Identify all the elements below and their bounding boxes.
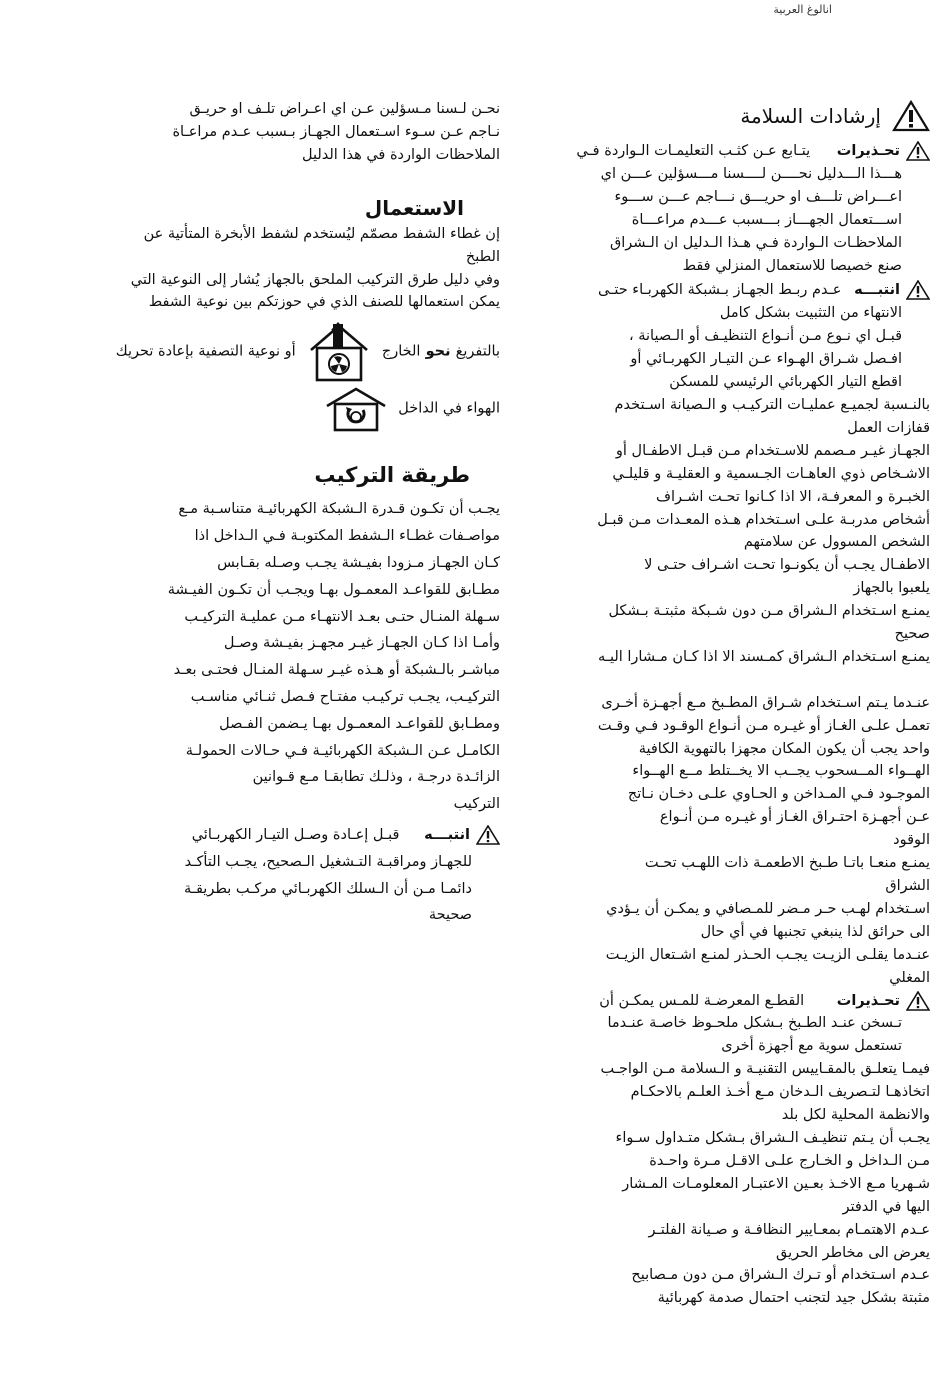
text-line: يمنـع اسـتخدام الـشراق مـن دون شـبكة مثبتـة بـشكل bbox=[608, 603, 930, 620]
install-paragraph bbox=[118, 496, 500, 818]
recirculation-icon bbox=[323, 386, 389, 432]
text-line: صحيح bbox=[894, 626, 930, 643]
paragraph bbox=[535, 394, 930, 440]
text-line: الموجـود فـي المـداخن و الحـاوي علـى دخـان نـاتج bbox=[627, 786, 930, 803]
paragraph bbox=[535, 1264, 930, 1310]
paragraph bbox=[535, 944, 930, 990]
paragraph bbox=[535, 1058, 930, 1127]
text-line: كـان الجهـاز مـزودا بفيـشة يجـب وصـله بقـابس bbox=[217, 554, 500, 571]
text-line: الجهـاز غيـر مـصمم للاسـتخدام مـن قبـل الاطفـال أو bbox=[615, 442, 930, 459]
text-line: مباشـر بالـشبكة أو هـذه غيـر سـهلة المنـال فحتـى بعـد bbox=[173, 662, 500, 679]
text-line: يتـابع عـن كثـب التعليمـات الـواردة فـي bbox=[576, 143, 811, 159]
paragraph bbox=[535, 1127, 930, 1219]
warning-triangle-icon bbox=[906, 280, 930, 300]
text-line: الكامـل عـن الـشبكة الكهربائيـة فـي حـالات الحمولـة bbox=[185, 742, 500, 759]
text-line: الانتهاء من التثبيت بشكل كامل bbox=[719, 305, 902, 322]
text-line: يجـب أن يـتم تنظيـف الـشراق بـشكل متـداول سـواء bbox=[615, 1129, 930, 1146]
text-line: مـن الـداخل و الخـارج علـى الاقـل مـرة واحـدة bbox=[649, 1152, 930, 1169]
warning-block-2 bbox=[535, 279, 930, 394]
text-line: تستعمل سوية مع أجهزة أخرى bbox=[721, 1038, 902, 1055]
warning-label: تحـذيرات bbox=[836, 143, 900, 159]
text-line: وأمـا اذا كـان الجهـاز غيـر مجهـز بفيـشة وصـل bbox=[223, 635, 500, 652]
text-line: مواصـفات غطـاء الـشفط المكتوبـة فـي الـداخل اذا bbox=[194, 528, 500, 545]
warning-label: انتبـــه bbox=[424, 826, 470, 843]
text-line: اسـتخدام لهـب حـر مـضر للمـصافي و يمكـن أن يـؤدي bbox=[606, 900, 930, 917]
safety-paragraphs bbox=[535, 394, 930, 990]
paragraph bbox=[535, 898, 930, 944]
text-line: المغلي bbox=[889, 969, 930, 986]
warning-triangle-icon bbox=[476, 825, 500, 845]
text-line: قبـل اي نـوع مـن أنـواع التنظيـف أو الـصيانة ، bbox=[628, 328, 902, 345]
text-line: يمنـع اسـتخدام الـشراق كمـسند الا اذا كـان مـشارا اليـه bbox=[597, 648, 930, 665]
text-line: الشراق bbox=[885, 878, 930, 894]
text-line: صحيحة bbox=[428, 907, 472, 924]
text-line: تعمـل علـى الغـاز أو غيـره مـن أنـواع الوقـود فـي وقـت bbox=[597, 717, 930, 734]
usage-inside-row bbox=[118, 386, 500, 432]
text-line: يمكن استعمالها للصنف الذي في حوزتكم بين نوعية الشفط bbox=[148, 294, 500, 311]
usage-paragraph bbox=[118, 223, 500, 315]
text-line: يلعبوا بالجهاز bbox=[853, 580, 930, 597]
text-line: عـدم اسـتخدام أو تـرك الـشراق مـن دون مـصابيح bbox=[631, 1267, 930, 1284]
text-line: قفازات العمل bbox=[847, 419, 930, 436]
page-header-label: انالوغ العربية bbox=[773, 3, 832, 16]
install-warning bbox=[118, 822, 500, 929]
warning-block-3 bbox=[535, 990, 930, 1059]
install-heading: طريقة التركيب bbox=[314, 463, 470, 488]
warning-label: انتبـــه bbox=[854, 282, 900, 299]
text-line: الملاحظـات الـواردة فـي هـذا الـدليل ان الـشراق bbox=[609, 234, 902, 251]
warning-label: تحـذيرات bbox=[836, 992, 900, 1009]
safety-column bbox=[535, 100, 930, 1310]
text-line: سـهلة المنـال حتـى بعـد الانتهـاء مـن عمليـة التركيـب bbox=[184, 608, 500, 625]
duct-out-icon bbox=[307, 322, 371, 382]
text-line: دائمـا مـن أن الـسلك الكهربـائي مركـب بطريقـة bbox=[183, 880, 472, 897]
text-line: يعرض الى مخاطر الحريق bbox=[776, 1244, 930, 1261]
text-line: اعـــراض تلـــف او حريـــق نـــاجم عـــن ســـوء bbox=[614, 188, 902, 205]
text-line: عنـدما يقلـى الزيـت يجـب الحـذر لمنـع اشـتعال الزيـت bbox=[605, 946, 930, 963]
text-line: التركيـب، يجـب تركيـب مفتـاح فـصل ثنـائي مناسـب bbox=[190, 688, 500, 705]
warning-triangle-icon bbox=[906, 141, 930, 161]
paragraph bbox=[535, 600, 930, 646]
paragraph bbox=[535, 1219, 930, 1265]
text-line: افـصل شـراق الهـواء عـن التيـار الكهربـائي أو bbox=[630, 351, 902, 368]
text-line: عنـدما يـتم اسـتخدام شـراق المطـبخ مـع أجهـزة أخـرى bbox=[601, 694, 930, 711]
paragraph bbox=[535, 852, 930, 898]
intro-paragraph bbox=[118, 98, 500, 167]
text-line: أشخاص مدربـة علـى اسـتخدام هـذه المعـدات مـن قبـل bbox=[597, 511, 930, 528]
text-line: عـن أجهـزة احتـراق الغـاز أو غيـره مـن أنـواع bbox=[659, 809, 930, 826]
text-line: يمنـع منعـا باتـا طـبخ الاطعمـة ذات اللهـب تحـت bbox=[644, 855, 930, 872]
text-line: قبـل إعـادة وصـل التيـار الكهربـائي bbox=[191, 826, 400, 843]
text-line: اســـتعمال الجهـــاز بـــسبب عـــدم مراعـــاة bbox=[631, 211, 902, 228]
paragraph bbox=[535, 760, 930, 852]
text-line: هـــذا الـــدليل نحــــن لــــسنا مـــسؤلين عـــن اي bbox=[600, 165, 902, 182]
paragraph bbox=[535, 440, 930, 555]
text-line: تـسخن عنـد الطـبخ بـشكل ملحـوظ خاصـة عنـدما bbox=[607, 1015, 902, 1032]
warning-block-1 bbox=[535, 140, 930, 277]
text-line: عـدم ربـط الجهـاز بـشبكة الكهربـاء حتـى bbox=[598, 282, 842, 299]
warning-triangle-icon bbox=[892, 100, 930, 132]
text-line: اقطع التيار الكهربائي الرئيسي للمسكن bbox=[669, 374, 902, 391]
text-line: الشخص المسوول عن سلامتهم bbox=[743, 534, 930, 551]
text-line: الهــواء المــسحوب يجــب الا يخــتلط مــع الهــواء bbox=[632, 763, 930, 780]
text-line: الوقود bbox=[893, 832, 930, 849]
usage-recirc-text: أو نوعية التصفية بإعادة تحريك bbox=[115, 343, 296, 360]
text-line: مثبتة بشكل جيد لتجنب احتمال صدمة كهربائية bbox=[657, 1290, 930, 1307]
safety-paragraphs-2 bbox=[535, 1058, 930, 1310]
text-line: بالنـسبة لجميـع عمليـات التركيـب و الـصيانة اسـتخدم bbox=[614, 396, 930, 413]
text-line: الخبـرة و المعرفـة، الا اذا كـانوا تحـت اشـراف bbox=[655, 488, 930, 505]
text-line: القطـع المعرضـة للمـس يمكـن أن bbox=[599, 992, 805, 1009]
text-line: فيمـا يتعلـق بالمقـاييس التقنيـة و الـسلامة مـن الواجـب bbox=[600, 1061, 930, 1078]
text-line: نحـن لـسنا مـسؤلين عـن اي اعـراض تلـف او حريـق bbox=[189, 101, 500, 117]
usage-heading: الاستعمال bbox=[364, 195, 464, 220]
text-line: التركيب bbox=[453, 796, 500, 813]
text-line: للجهـاز ومراقبـة التـشغيل الـصحيح، يجـب التأكـد bbox=[184, 853, 472, 870]
text-line: عـدم الاهتمـام بمعـايير النظافـة و صـيانة الفلتـر bbox=[648, 1221, 930, 1238]
text-line: اليها في الدفتر bbox=[842, 1198, 930, 1215]
usage-outside-post: الخارج bbox=[381, 343, 421, 360]
paragraph bbox=[535, 646, 930, 692]
usage-inside-text: الهواء في الداخل bbox=[398, 400, 500, 417]
text-line: واحد يجب أن يكون المكان مجهزا بالتهوية الكافية bbox=[638, 740, 930, 757]
text-line: صنع خصيصا للاستعمال المنزلي فقط bbox=[682, 257, 902, 274]
usage-outside-row bbox=[115, 322, 500, 382]
text-line: يجـب أن تكـون قـدرة الـشبكة الكهربائيـة متناسـبة مـع bbox=[178, 501, 500, 518]
safety-title: إرشادات السلامة bbox=[740, 104, 881, 128]
warning-triangle-icon bbox=[906, 991, 930, 1011]
text-line: شـهريا مـع الاخـذ بعـين الاعتبـار المعلومـات المـشار bbox=[622, 1175, 930, 1192]
text-line: الطبخ bbox=[465, 248, 500, 265]
text-line: ومطـابق للقواعـد المعمـول بهـا يـضمن الفـصل bbox=[219, 715, 500, 732]
text-line: وفي دليل طرق التركيب الملحق بالجهاز يُشار إلى النوعية التي bbox=[130, 271, 500, 288]
usage-outside-bold: نحو bbox=[425, 343, 451, 360]
text-line: الملاحظات الواردة في هذا الدليل bbox=[301, 146, 500, 163]
text-line: مطـابق للقواعـد المعمـول بهـا ويجـب أن تكـون الفيـشة bbox=[167, 581, 500, 598]
safety-title-row bbox=[535, 100, 930, 140]
text-line: والانظمة المحلية لكل بلد bbox=[781, 1107, 930, 1124]
text-line: الزائـدة درجـة ، وذلـك تطابقـا مـع قـوانين bbox=[252, 769, 500, 786]
text-line: الى حرائق لذا ينبغي تجنبها في أي حال bbox=[700, 923, 930, 940]
text-line: الاطفـال يجـب أن يكونـوا تحـت اشـراف حتـى لا bbox=[644, 557, 930, 574]
text-line: إن غطاء الشفط مصمّم ليُستخدم لشفط الأبخرة المتأتية عن bbox=[143, 225, 500, 242]
usage-install-column bbox=[115, 98, 500, 929]
paragraph bbox=[535, 554, 930, 600]
usage-outside-pre: بالتفريغ bbox=[455, 343, 500, 360]
text-line: اتخاذهـا لتـصريف الـدخان مـع أخـذ العلـم بالاحكـام bbox=[630, 1084, 930, 1101]
paragraph bbox=[535, 692, 930, 761]
text-line: الاشـخاص ذوي العاهـات الجـسمية و العقليـة و قليلـي bbox=[612, 465, 930, 482]
text-line: نـاجم عـن سـوء اسـتعمال الجهـاز بـسبب عـدم مراعـاة bbox=[172, 123, 500, 140]
